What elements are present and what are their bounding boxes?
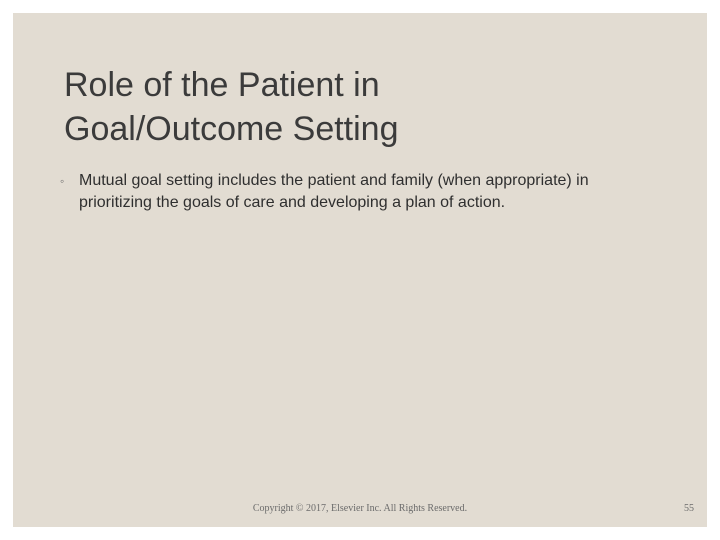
slide	[13, 13, 707, 527]
slide-title-line-1: Role of the Patient in	[64, 66, 380, 104]
slide-title-line-2: Goal/Outcome Setting	[64, 110, 399, 148]
bullet-item	[60, 170, 660, 214]
bullet-text: Mutual goal setting includes the patient and family (when appropriate) in prioritizing the goals of care and developing a plan of action.	[79, 172, 589, 211]
page-number: 55	[684, 503, 694, 514]
copyright-footer: Copyright © 2017, Elsevier Inc. All Rights Reserved.	[252, 503, 468, 514]
slide-title	[64, 63, 664, 151]
bullet-marker-icon: ◦	[60, 174, 65, 188]
bullet-list	[60, 170, 660, 214]
